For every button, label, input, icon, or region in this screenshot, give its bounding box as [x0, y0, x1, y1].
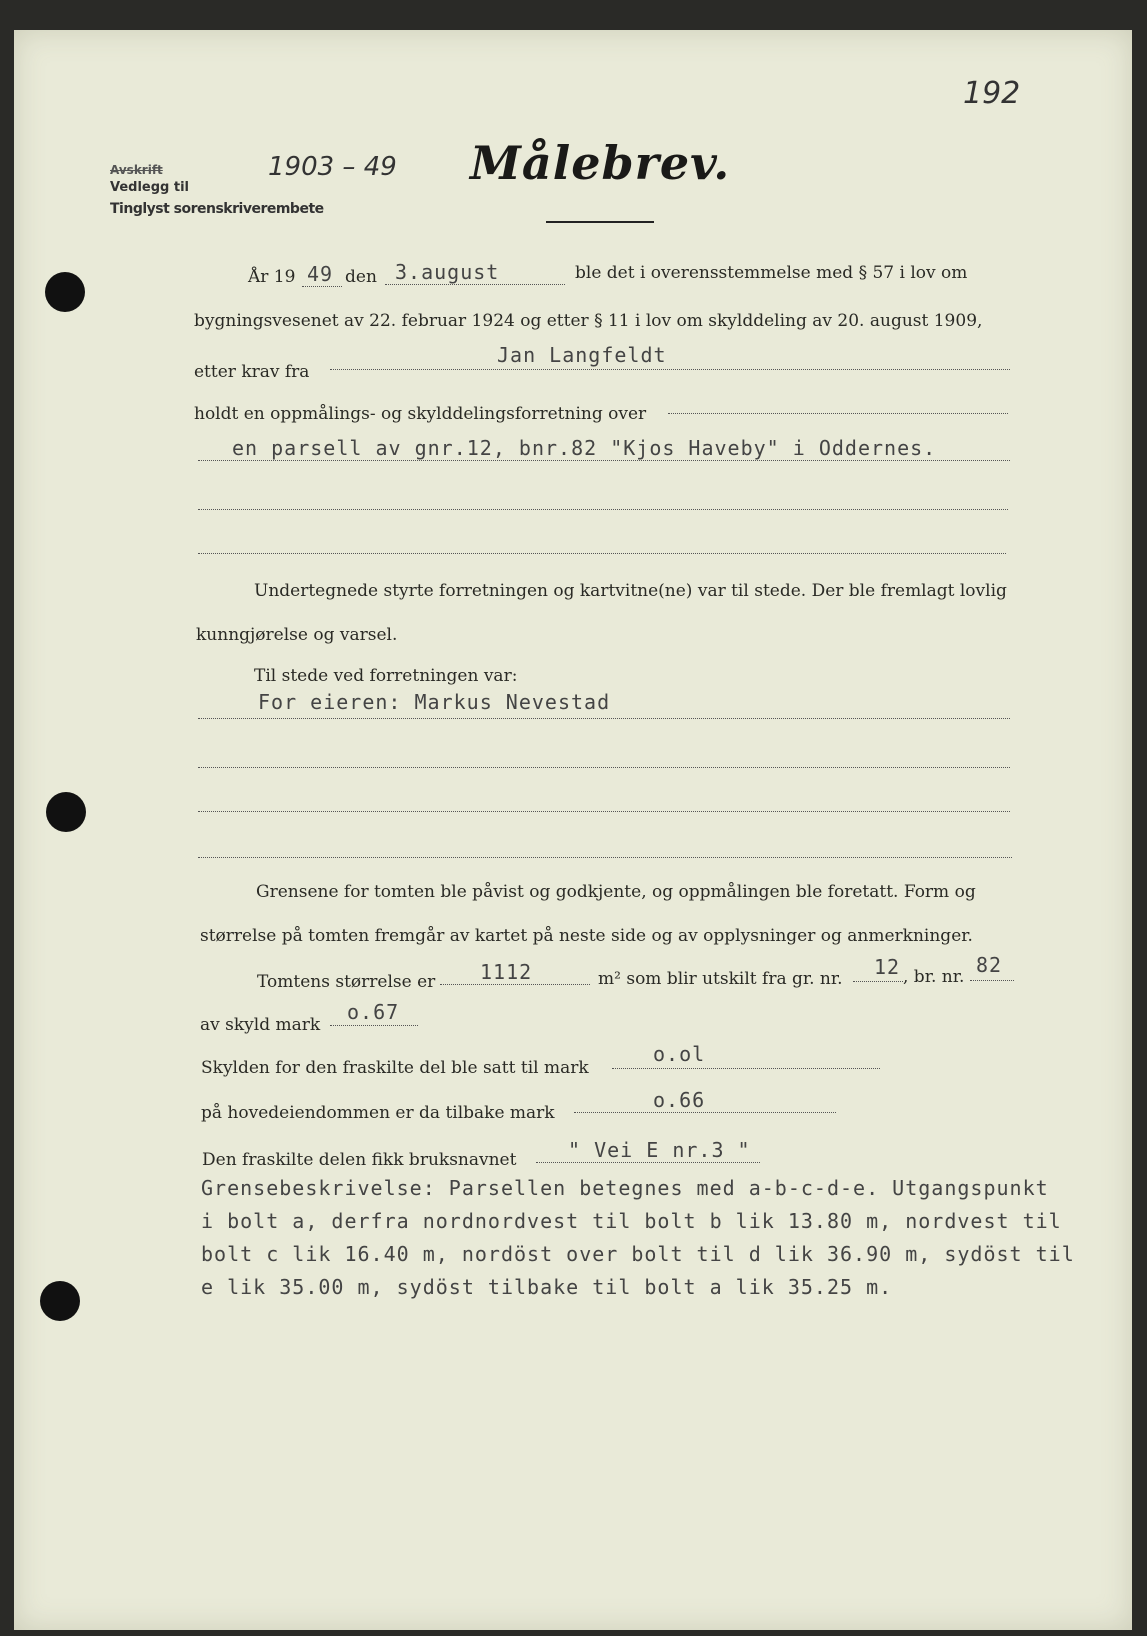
fraskilt-label: Skylden for den fraskilte del ble satt til mark: [201, 1058, 589, 1078]
page-number: 192: [963, 76, 1021, 111]
hoved-value: o.66: [653, 1088, 706, 1112]
stamp-office-name: Tinglyst sorenskriverembete: [110, 201, 324, 217]
date-line: [385, 284, 565, 285]
punch-hole: [46, 792, 86, 832]
boundary-description-line: bolt c lik 16.40 m, nordöst over bolt til d lik 36.90 m, sydöst til: [201, 1242, 1075, 1266]
parcel-line: [198, 460, 1010, 461]
den-label: den: [345, 267, 377, 287]
size-value: 1112: [480, 960, 533, 984]
year-line: [302, 286, 342, 287]
skyld-label: av skyld mark: [200, 1015, 321, 1035]
present-label: Til stede ved forretningen var:: [254, 666, 518, 686]
gnr-value: 12: [874, 955, 901, 979]
fraskilt-line: [612, 1068, 880, 1069]
stamp-vedlegg-label: Vedlegg til: [110, 180, 190, 195]
size-line: [440, 984, 590, 985]
date-value: 3.august: [395, 260, 500, 284]
bruksnavn-value: " Vei E nr.3 ": [568, 1138, 751, 1162]
holdt-label: holdt en oppmålings- og skylddelingsforretning over: [194, 404, 647, 424]
size-label: Tomtens størrelse er: [257, 972, 436, 992]
hoved-label: på hovedeiendommen er da tilbake mark: [201, 1103, 555, 1123]
undertegnede-text: Undertegnede styrte forretningen og kartvitne(ne) var til stede. Der ble fremlagt lovlig: [254, 581, 1007, 601]
requester-name: Jan Langfeldt: [497, 343, 667, 367]
parcel-description: en parsell av gnr.12, bnr.82 "Kjos Haveby" i Oddernes.: [232, 436, 937, 460]
stamp-avskrift-label: Avskrift: [110, 163, 163, 177]
bnr-value: 82: [976, 953, 1003, 977]
document-title: Målebrev.: [470, 136, 731, 190]
blank-line: [198, 811, 1010, 812]
year-suffix: 49: [307, 262, 334, 286]
blank-line: [198, 553, 1006, 554]
kunngjorelse-text: kunngjørelse og varsel.: [196, 625, 398, 645]
bruksnavn-label: Den fraskilte delen fikk bruksnavnet: [202, 1150, 517, 1170]
present-value: For eieren: Markus Nevestad: [258, 690, 611, 714]
boundary-description-line: Grensebeskrivelse: Parsellen betegnes med a-b-c-d-e. Utgangspunkt: [201, 1176, 1049, 1200]
intro-text: ble det i overensstemmelse med § 57 i lov om: [575, 263, 968, 283]
blank-line: [198, 509, 1008, 510]
gnr-line: [853, 981, 903, 982]
year-prefix: År 19: [248, 267, 296, 287]
boundary-description-line: i bolt a, derfra nordnordvest til bolt b lik 13.80 m, nordvest til: [201, 1209, 1062, 1233]
present-line: [198, 718, 1010, 719]
blank-line: [198, 767, 1010, 768]
holdt-line: [668, 413, 1008, 414]
skyld-value: o.67: [347, 1000, 400, 1024]
etter-krav-label: etter krav fra: [194, 362, 310, 382]
storrelse-text: størrelse på tomten fremgår av kartet på neste side og av opplysninger og anmerkninger.: [200, 926, 973, 946]
bnr-line: [970, 980, 1014, 981]
punch-hole: [45, 272, 85, 312]
bnr-label: , br. nr.: [903, 967, 965, 987]
size-unit-text: m² som blir utskilt fra gr. nr.: [598, 969, 843, 989]
grensene-text: Grensene for tomten ble påvist og godkjente, og oppmålingen ble foretatt. Form og: [256, 882, 976, 902]
title-underline: [546, 221, 654, 223]
bruksnavn-line: [536, 1162, 760, 1163]
requester-line: [330, 369, 1010, 370]
boundary-description-line: e lik 35.00 m, sydöst tilbake til bolt a lik 35.25 m.: [201, 1275, 893, 1299]
fraskilt-value: o.ol: [653, 1042, 706, 1066]
law-reference-line: bygningsvesenet av 22. februar 1924 og etter § 11 i lov om skylddeling av 20. august 1909,: [194, 311, 983, 331]
stamp-reference-number: 1903 – 49: [268, 152, 397, 182]
blank-line: [198, 857, 1012, 858]
skyld-line: [330, 1025, 418, 1026]
punch-hole: [40, 1281, 80, 1321]
hoved-line: [574, 1112, 836, 1113]
